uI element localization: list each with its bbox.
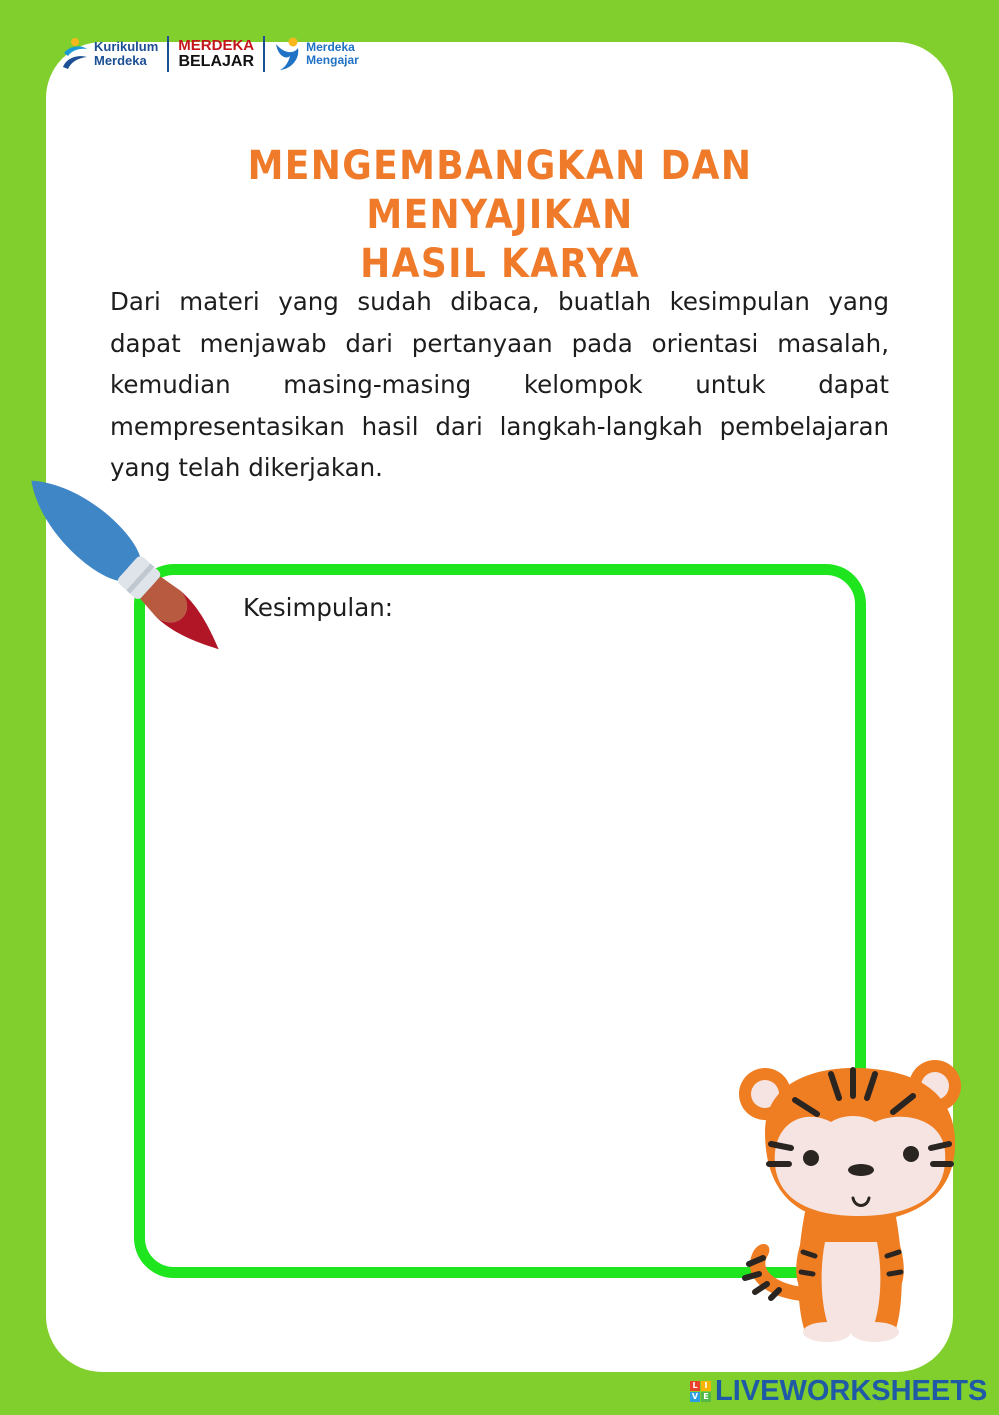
merdeka-belajar-line1: MERDEKA	[178, 37, 255, 54]
merdeka-mengajar-icon	[274, 36, 302, 72]
logo-divider	[263, 36, 265, 72]
header-logos	[60, 34, 359, 74]
merdeka-mengajar-logo	[274, 36, 359, 72]
merdeka-mengajar-line1: Merdeka	[306, 40, 355, 54]
liveworksheets-footer	[690, 1375, 987, 1408]
paintbrush-icon	[24, 446, 249, 651]
title-line-1: MENGEMBANGKAN DAN MENYAJIKAN	[247, 143, 753, 238]
kurikulum-merdeka-icon	[60, 37, 90, 71]
page-title	[140, 142, 860, 289]
instructions-paragraph: Dari materi yang sudah dibaca, buatlah kesimpulan yang dapat menjawab dari pertanyaan pada orientasi masalah, kemudian masing-masing kelompok untuk dapat mempresentasikan hasil dari langkah-langkah pembelajaran yang telah dikerjakan.	[110, 287, 889, 482]
tiger-mascot-icon	[735, 1052, 965, 1352]
kurikulum-logo-line1: Kurikulum	[94, 39, 159, 54]
title-line-2: HASIL KARYA	[360, 241, 640, 287]
merdeka-belajar-logo	[178, 38, 254, 70]
kurikulum-merdeka-logo	[60, 37, 158, 71]
merdeka-mengajar-line2: Mengajar	[306, 53, 359, 67]
liveworksheets-badge-icon: L I V E	[690, 1381, 711, 1402]
answer-box-label: Kesimpulan:	[243, 593, 394, 622]
kurikulum-logo-line2: Merdeka	[94, 53, 147, 68]
logo-divider	[167, 36, 169, 72]
merdeka-belajar-line2: BELAJAR	[178, 53, 254, 70]
liveworksheets-brand: LIVEWORKSHEETS	[715, 1375, 988, 1407]
